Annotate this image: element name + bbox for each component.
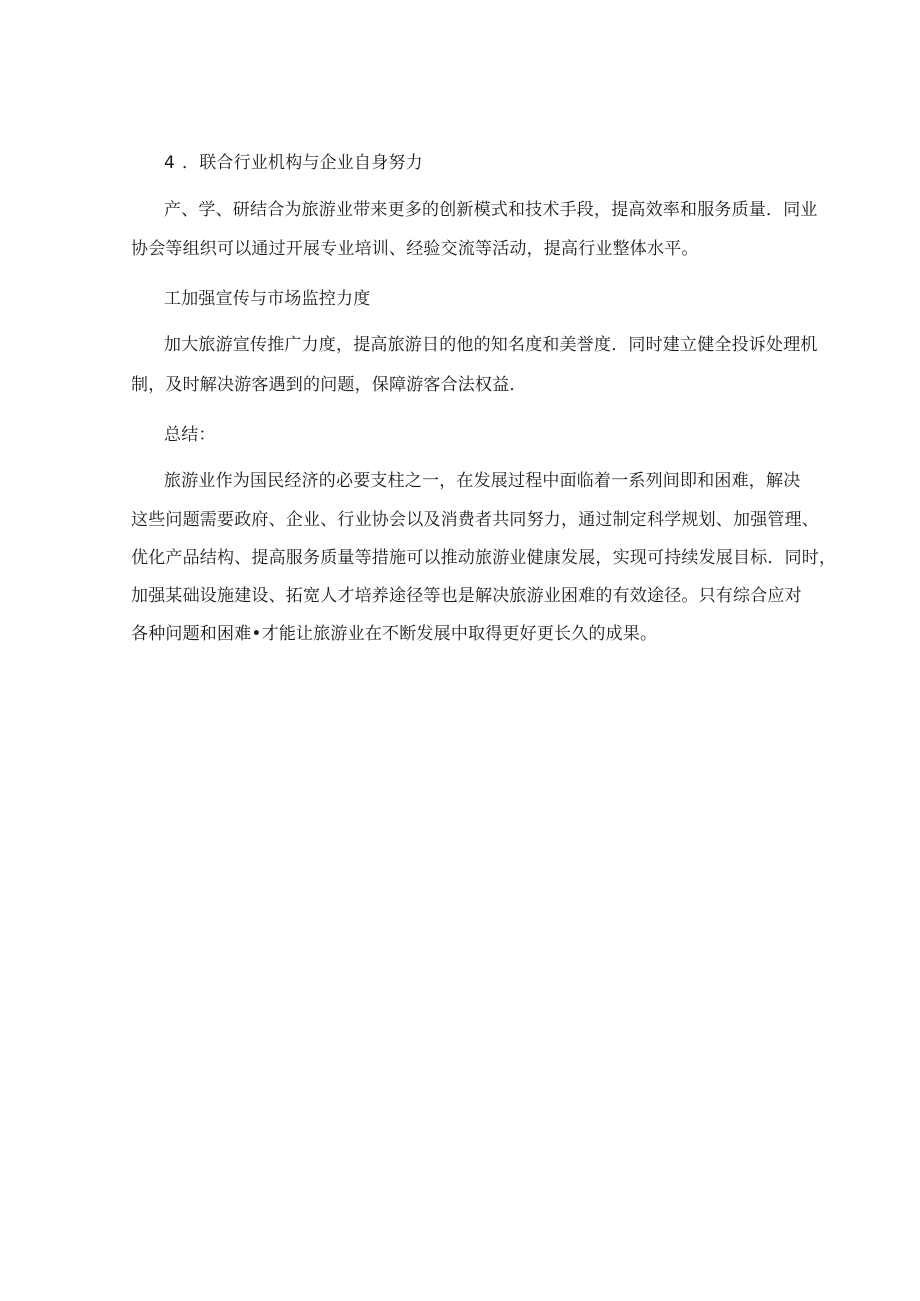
- paragraph-line: 制，及时解决游客遇到的问题，保障游客合法权益．: [131, 375, 527, 395]
- paragraph-line: 协会等组织可以通过开展专业培训、经验交流等活动，提高行业整体水平。: [131, 239, 699, 259]
- paragraph-line: 旅游业作为国民经济的必要支柱之一，在发展过程中面临着一系列间即和困难，解决: [164, 471, 801, 491]
- section-title: ．联合行业机构与企业自身努力: [182, 153, 423, 173]
- paragraph-line: 这些问题需要政府、企业、行业协会以及消费者共同努力，通过制定科学规划、加强管理、: [131, 510, 819, 530]
- paragraph-line: 加强某础设施建设、拓宽人才培养途径等也是解决旅游业困难的有效途径。只有综合应对: [131, 586, 802, 606]
- paragraph-line: 产、学、研结合为旅游业带来更多的创新模式和技术手段，提高效率和服务质量．同业: [164, 200, 818, 220]
- paragraph-line: 加大旅游宣传推广力度，提高旅游日的他的知名度和美誉度．同时建立健全投诉处理机: [164, 335, 818, 355]
- section-number: 4: [164, 153, 176, 173]
- paragraph-line: 各种问题和困难•才能让旅游业在不断发展中取得更好更长久的成果。: [131, 624, 658, 644]
- paragraph-line: 优化产品结构、提高服务质量等措施可以推动旅游业健康发展，实现可持续发展目标．同时，: [131, 548, 837, 568]
- summary-heading: 总结：: [164, 425, 216, 445]
- section-heading-4: [164, 152, 423, 174]
- section-heading-5: 工加强宣传与市场监控力度: [164, 289, 371, 309]
